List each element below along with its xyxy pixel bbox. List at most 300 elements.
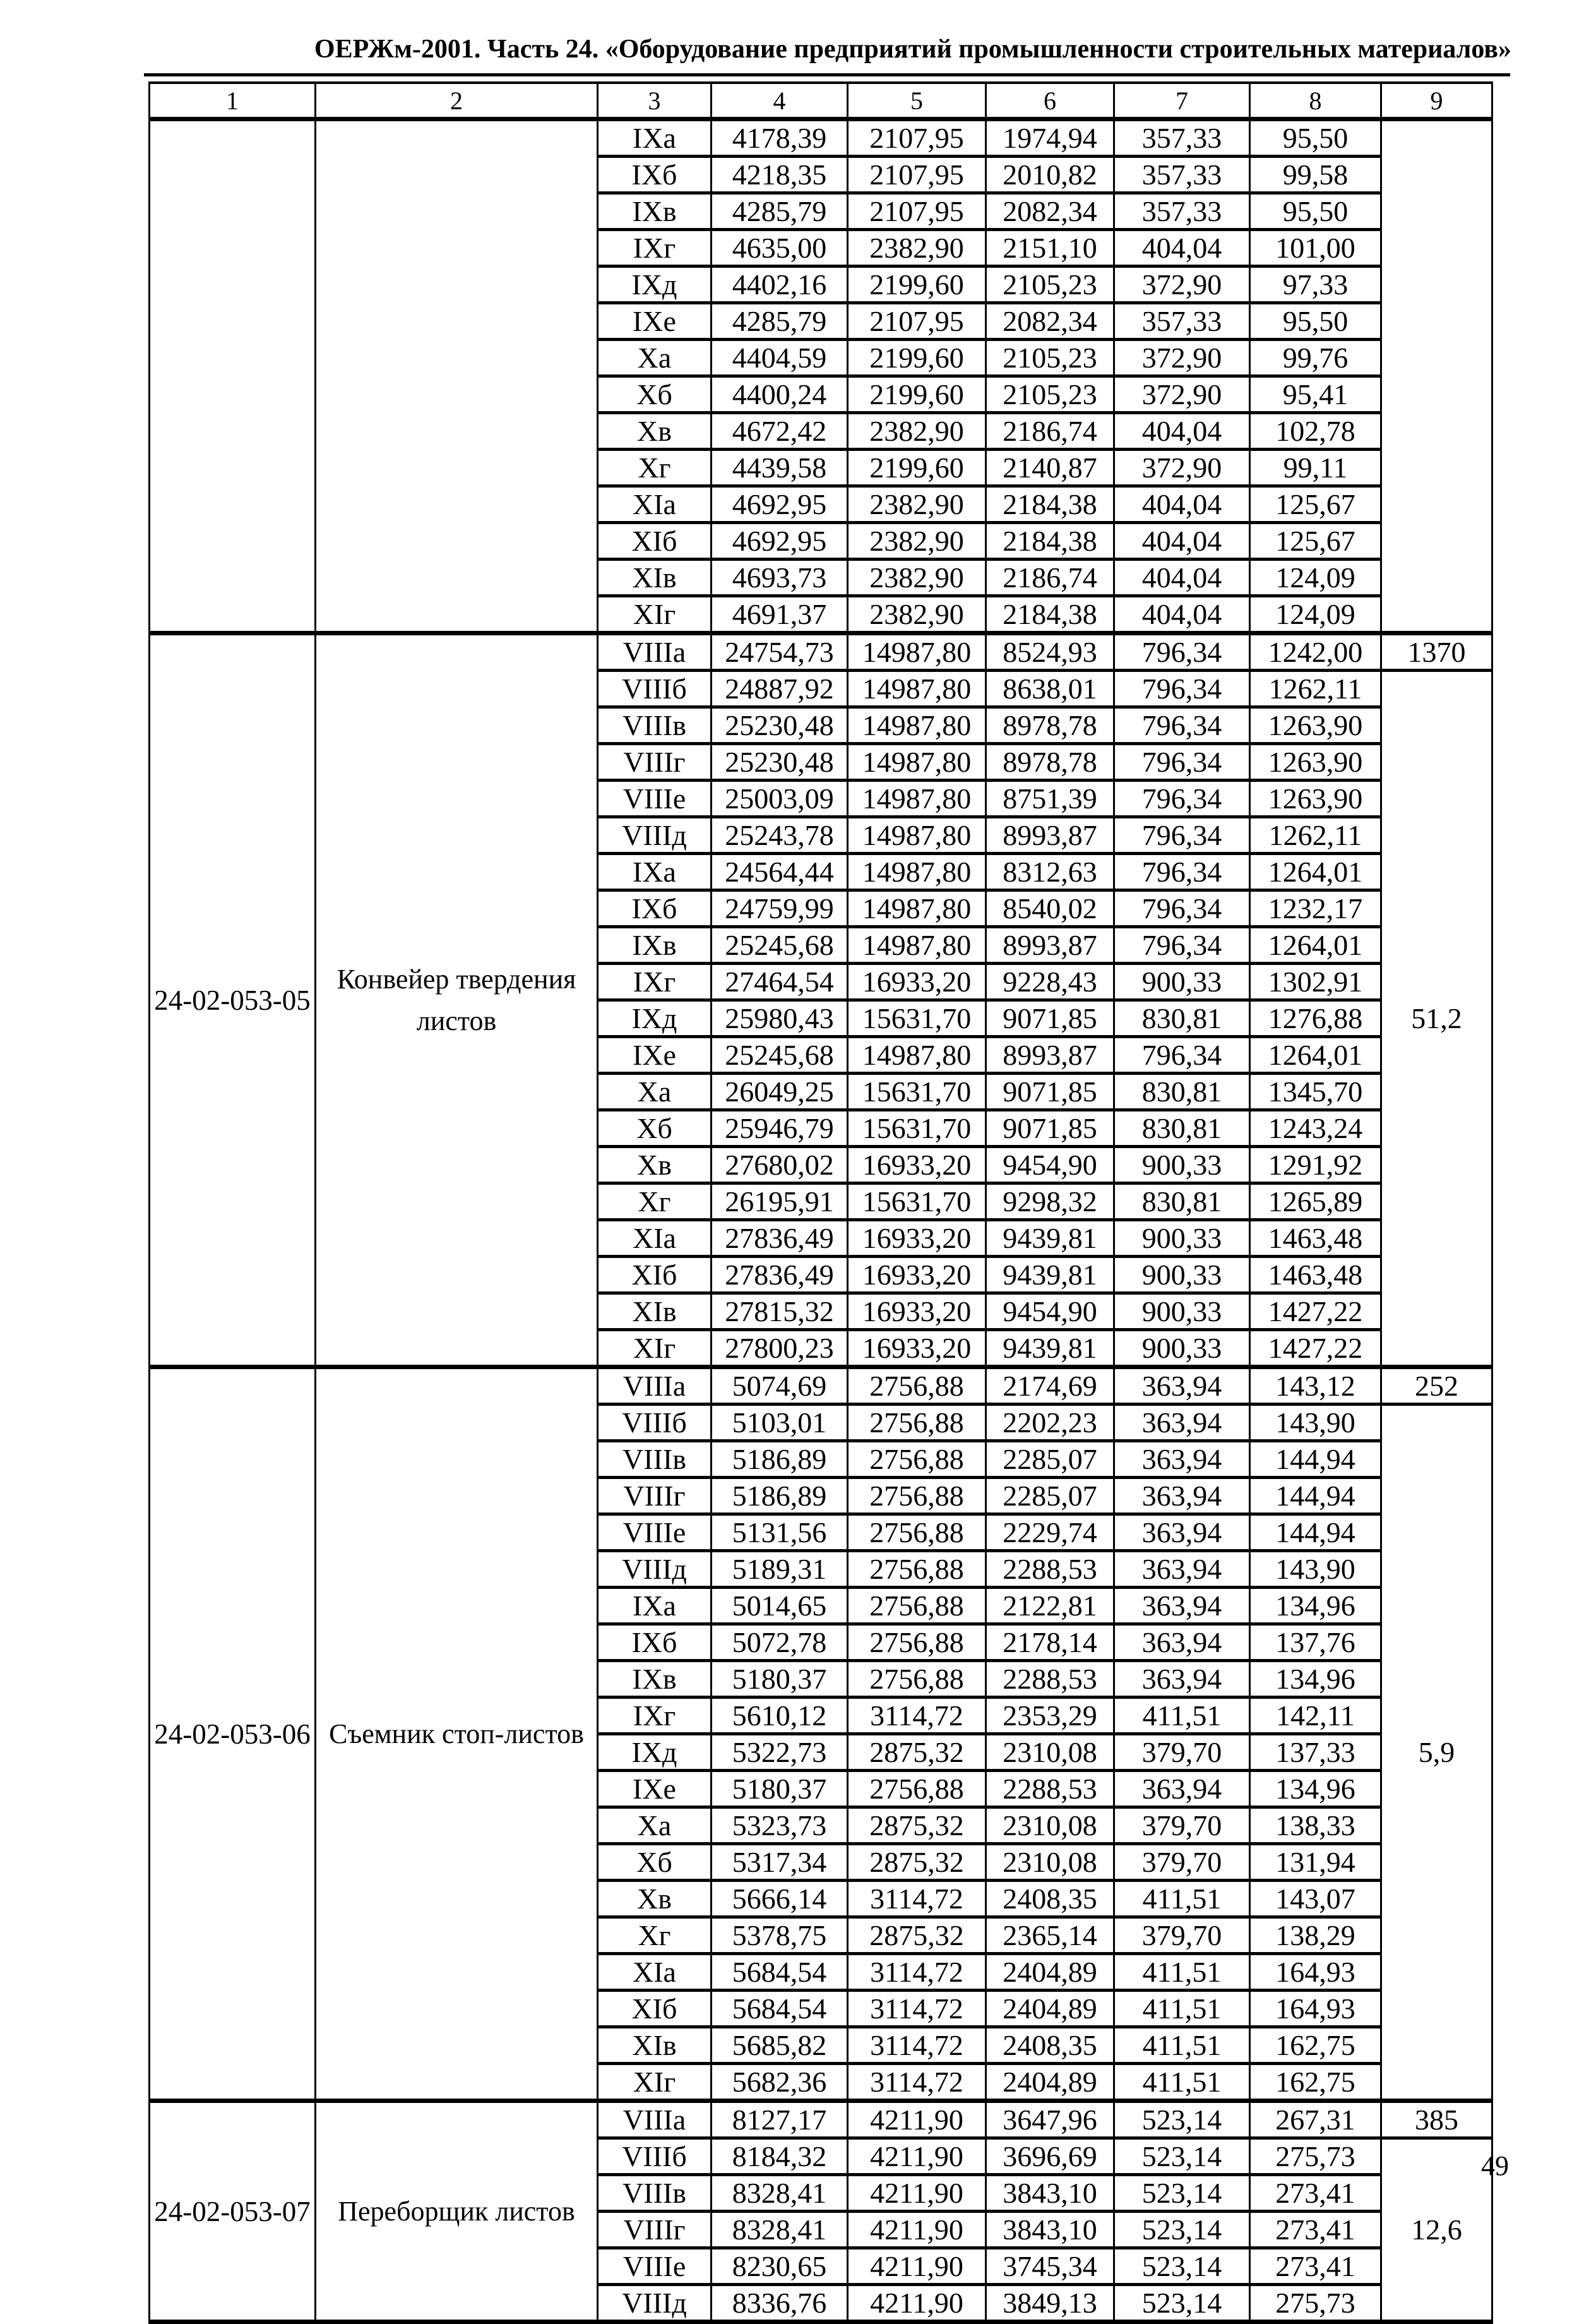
value-cell: 363,94 (1114, 1588, 1250, 1624)
grade-cell: VIIIг (598, 744, 712, 781)
table-row (150, 119, 1492, 157)
value-cell: 27680,02 (712, 1147, 848, 1183)
value-cell: 1232,17 (1250, 890, 1381, 927)
value-cell: 1276,88 (1250, 1000, 1381, 1037)
value-cell: 1262,11 (1250, 817, 1381, 854)
value-cell: 25980,43 (712, 1000, 848, 1037)
value-cell: 4693,73 (712, 560, 848, 596)
value-cell: 125,67 (1250, 523, 1381, 560)
grade-cell: XIб (598, 1257, 712, 1293)
section-continued (150, 119, 1492, 633)
value-cell: 4211,90 (848, 2101, 986, 2138)
value-cell: 2184,38 (986, 486, 1114, 523)
value-cell: 2756,88 (848, 1588, 986, 1624)
value-cell: 357,33 (1114, 193, 1250, 230)
value-cell: 14987,80 (848, 1037, 986, 1074)
value-cell: 142,11 (1250, 1698, 1381, 1734)
value-cell: 5323,73 (712, 1807, 848, 1844)
value-cell: 1463,48 (1250, 1257, 1381, 1293)
value-cell: 523,14 (1114, 2101, 1250, 2138)
value-cell: 523,14 (1114, 2138, 1250, 2175)
value-cell: 8978,78 (986, 707, 1114, 744)
value-cell: 1427,22 (1250, 1330, 1381, 1367)
value-cell: 900,33 (1114, 1147, 1250, 1183)
value-cell: 2184,38 (986, 523, 1114, 560)
value-cell: 134,96 (1250, 1771, 1381, 1807)
value-cell: 404,04 (1114, 230, 1250, 267)
value-cell: 900,33 (1114, 1330, 1250, 1367)
value-cell: 95,41 (1250, 376, 1381, 413)
grade-cell: Xг (598, 1917, 712, 1954)
page-number: 49 (1481, 2150, 1509, 2181)
value-cell: 404,04 (1114, 560, 1250, 596)
grade-cell: IXд (598, 267, 712, 303)
grade-cell: Xа (598, 340, 712, 376)
value-cell: 2107,95 (848, 193, 986, 230)
value-cell: 1263,90 (1250, 707, 1381, 744)
value-cell: 137,33 (1250, 1734, 1381, 1771)
value-cell: 16933,20 (848, 1147, 986, 1183)
value-cell: 16933,20 (848, 964, 986, 1000)
value-cell: 796,34 (1114, 671, 1250, 707)
value-cell: 95,50 (1250, 303, 1381, 340)
value-cell: 275,73 (1250, 2285, 1381, 2322)
value-cell: 27800,23 (712, 1330, 848, 1367)
grade-cell: VIIIе (598, 1514, 712, 1551)
value-cell: 2288,53 (986, 1661, 1114, 1698)
value-cell: 2875,32 (848, 1917, 986, 1954)
value-cell: 26049,25 (712, 1074, 848, 1110)
grade-cell: XIа (598, 1954, 712, 1991)
value-cell: 3696,69 (986, 2138, 1114, 2175)
value-cell: 796,34 (1114, 781, 1250, 817)
value-cell: 2756,88 (848, 1367, 986, 1405)
value-cell: 2082,34 (986, 193, 1114, 230)
value-cell: 143,12 (1250, 1367, 1381, 1405)
value-cell: 273,41 (1250, 2212, 1381, 2248)
value-cell: 4285,79 (712, 303, 848, 340)
grade-cell: VIIIа (598, 2101, 712, 2138)
grade-cell: VIIIв (598, 707, 712, 744)
column-header-7: 7 (1114, 83, 1250, 119)
value-cell: 1265,89 (1250, 1183, 1381, 1220)
value-cell: 4691,37 (712, 596, 848, 633)
value-cell: 3114,72 (848, 1881, 986, 1917)
value-cell: 2310,08 (986, 1844, 1114, 1881)
value-cell: 2174,69 (986, 1367, 1114, 1405)
value-cell: 1263,90 (1250, 781, 1381, 817)
value-cell: 143,90 (1250, 1551, 1381, 1588)
value-cell: 9439,81 (986, 1257, 1114, 1293)
value-cell: 4211,90 (848, 2175, 986, 2212)
value-cell: 5180,37 (712, 1771, 848, 1807)
value-cell: 2082,34 (986, 303, 1114, 340)
value-cell: 8127,17 (712, 2101, 848, 2138)
indicator-cell: 1370 (1381, 633, 1492, 671)
grade-cell: VIIIб (598, 671, 712, 707)
grade-cell: IXа (598, 119, 712, 157)
value-cell: 2105,23 (986, 340, 1114, 376)
value-cell: 2408,35 (986, 2027, 1114, 2064)
value-cell: 3114,72 (848, 1991, 986, 2027)
value-cell: 357,33 (1114, 303, 1250, 340)
grade-cell: IXг (598, 964, 712, 1000)
grade-cell: VIIIв (598, 1441, 712, 1478)
value-cell: 404,04 (1114, 486, 1250, 523)
table-row (150, 633, 1492, 671)
page-title: ОЕРЖм-2001. Часть 24. «Оборудование предприятий промышленности строительных материалов» (314, 35, 1511, 64)
value-cell: 16933,20 (848, 1330, 986, 1367)
value-cell: 5666,14 (712, 1881, 848, 1917)
value-cell: 796,34 (1114, 927, 1250, 964)
value-cell: 5186,89 (712, 1441, 848, 1478)
value-cell: 2353,29 (986, 1698, 1114, 1734)
grade-cell: XIб (598, 1991, 712, 2027)
value-cell: 1427,22 (1250, 1293, 1381, 1330)
value-cell: 273,41 (1250, 2248, 1381, 2285)
value-cell: 363,94 (1114, 1661, 1250, 1698)
value-cell: 2382,90 (848, 523, 986, 560)
value-cell: 3114,72 (848, 2064, 986, 2101)
value-cell: 2199,60 (848, 450, 986, 486)
value-cell: 8540,02 (986, 890, 1114, 927)
value-cell: 372,90 (1114, 267, 1250, 303)
value-cell: 3843,10 (986, 2212, 1114, 2248)
value-cell: 1243,24 (1250, 1110, 1381, 1147)
value-cell: 27464,54 (712, 964, 848, 1000)
value-cell: 14987,80 (848, 707, 986, 744)
value-cell: 99,11 (1250, 450, 1381, 486)
table-row (150, 1367, 1492, 1405)
value-cell: 26195,91 (712, 1183, 848, 1220)
value-cell: 2382,90 (848, 560, 986, 596)
value-cell: 2186,74 (986, 413, 1114, 450)
grade-cell: Xг (598, 450, 712, 486)
value-cell: 5131,56 (712, 1514, 848, 1551)
value-cell: 3114,72 (848, 1954, 986, 1991)
value-cell: 14987,80 (848, 671, 986, 707)
value-cell: 363,94 (1114, 1441, 1250, 1478)
grade-cell: IXд (598, 1734, 712, 1771)
column-header-1: 1 (150, 83, 316, 119)
value-cell: 4285,79 (712, 193, 848, 230)
table-header (150, 83, 1492, 119)
value-cell: 25946,79 (712, 1110, 848, 1147)
grade-cell: Xв (598, 1881, 712, 1917)
value-cell: 25003,09 (712, 781, 848, 817)
grade-cell: VIIIв (598, 2175, 712, 2212)
value-cell: 134,96 (1250, 1588, 1381, 1624)
value-cell: 5610,12 (712, 1698, 848, 1734)
value-cell: 2285,07 (986, 1441, 1114, 1478)
indicator-cell: 5,9 (1381, 1405, 1492, 2101)
value-cell: 363,94 (1114, 1405, 1250, 1441)
value-cell: 796,34 (1114, 1037, 1250, 1074)
value-cell: 267,31 (1250, 2101, 1381, 2138)
value-cell: 16933,20 (848, 1293, 986, 1330)
value-cell: 9071,85 (986, 1110, 1114, 1147)
value-cell: 97,33 (1250, 267, 1381, 303)
value-cell: 5317,34 (712, 1844, 848, 1881)
rate-name-cell: Конвейер твердения листов (316, 633, 598, 1367)
value-cell: 1302,91 (1250, 964, 1381, 1000)
value-cell: 796,34 (1114, 854, 1250, 890)
value-cell: 14987,80 (848, 817, 986, 854)
value-cell: 95,50 (1250, 119, 1381, 157)
value-cell: 2875,32 (848, 1807, 986, 1844)
column-header-3: 3 (598, 83, 712, 119)
value-cell: 796,34 (1114, 707, 1250, 744)
value-cell: 523,14 (1114, 2285, 1250, 2322)
grade-cell: XIв (598, 1293, 712, 1330)
value-cell: 15631,70 (848, 1074, 986, 1110)
value-cell: 2186,74 (986, 560, 1114, 596)
section-24-02-053-06 (150, 1367, 1492, 2101)
grade-cell: VIIIа (598, 1367, 712, 1405)
value-cell: 3849,13 (986, 2285, 1114, 2322)
value-cell: 95,50 (1250, 193, 1381, 230)
grade-cell: Xб (598, 1844, 712, 1881)
value-cell: 5378,75 (712, 1917, 848, 1954)
value-cell: 25245,68 (712, 927, 848, 964)
grade-cell: VIIIа (598, 633, 712, 671)
grade-cell: Xв (598, 413, 712, 450)
value-cell: 2107,95 (848, 303, 986, 340)
value-cell: 144,94 (1250, 1441, 1381, 1478)
value-cell: 2184,38 (986, 596, 1114, 633)
value-cell: 2178,14 (986, 1624, 1114, 1661)
value-cell: 2229,74 (986, 1514, 1114, 1551)
value-cell: 24887,92 (712, 671, 848, 707)
value-cell: 523,14 (1114, 2248, 1250, 2285)
value-cell: 124,09 (1250, 596, 1381, 633)
value-cell: 4211,90 (848, 2138, 986, 2175)
rate-code-cell (150, 119, 316, 633)
value-cell: 131,94 (1250, 1844, 1381, 1881)
table-row (150, 2101, 1492, 2138)
value-cell: 25230,48 (712, 707, 848, 744)
value-cell: 372,90 (1114, 450, 1250, 486)
value-cell: 4404,59 (712, 340, 848, 376)
value-cell: 25245,68 (712, 1037, 848, 1074)
value-cell: 2365,14 (986, 1917, 1114, 1954)
value-cell: 16933,20 (848, 1257, 986, 1293)
grade-cell: Xб (598, 1110, 712, 1147)
indicator-cell: 252 (1381, 1367, 1492, 1405)
value-cell: 27836,49 (712, 1220, 848, 1257)
value-cell: 4211,90 (848, 2248, 986, 2285)
rate-code-cell: 24-02-053-07 (150, 2101, 316, 2322)
value-cell: 8638,01 (986, 671, 1114, 707)
value-cell: 411,51 (1114, 2027, 1250, 2064)
value-cell: 8328,41 (712, 2212, 848, 2248)
value-cell: 2404,89 (986, 1991, 1114, 2027)
value-cell: 138,33 (1250, 1807, 1381, 1844)
column-header-9: 9 (1381, 83, 1492, 119)
grade-cell: VIIIб (598, 1405, 712, 1441)
value-cell: 3745,34 (986, 2248, 1114, 2285)
grade-cell: XIг (598, 1330, 712, 1367)
value-cell: 9439,81 (986, 1220, 1114, 1257)
indicator-cell: 385 (1381, 2101, 1492, 2138)
value-cell: 4635,00 (712, 230, 848, 267)
column-header-6: 6 (986, 83, 1114, 119)
value-cell: 363,94 (1114, 1367, 1250, 1405)
value-cell: 144,94 (1250, 1478, 1381, 1514)
value-cell: 2151,10 (986, 230, 1114, 267)
value-cell: 162,75 (1250, 2027, 1381, 2064)
grade-cell: IXб (598, 890, 712, 927)
value-cell: 2199,60 (848, 340, 986, 376)
value-cell: 137,76 (1250, 1624, 1381, 1661)
value-cell: 14987,80 (848, 744, 986, 781)
header-rule (144, 73, 1510, 76)
grade-cell: Xб (598, 376, 712, 413)
value-cell: 2140,87 (986, 450, 1114, 486)
grade-cell: IXв (598, 927, 712, 964)
value-cell: 9454,90 (986, 1293, 1114, 1330)
value-cell: 9439,81 (986, 1330, 1114, 1367)
value-cell: 363,94 (1114, 1478, 1250, 1514)
value-cell: 2310,08 (986, 1807, 1114, 1844)
value-cell: 15631,70 (848, 1000, 986, 1037)
value-cell: 1264,01 (1250, 927, 1381, 964)
grade-cell: XIг (598, 596, 712, 633)
indicator-cell: 51,2 (1381, 671, 1492, 1367)
grade-cell: IXе (598, 1037, 712, 1074)
grade-cell: IXг (598, 1698, 712, 1734)
value-cell: 2382,90 (848, 230, 986, 267)
rate-code-cell: 24-02-053-06 (150, 1367, 316, 2101)
value-cell: 5322,73 (712, 1734, 848, 1771)
value-cell: 16933,20 (848, 1220, 986, 1257)
value-cell: 404,04 (1114, 413, 1250, 450)
value-cell: 24564,44 (712, 854, 848, 890)
value-cell: 5684,54 (712, 1954, 848, 1991)
section-24-02-053-07 (150, 2101, 1492, 2322)
value-cell: 796,34 (1114, 890, 1250, 927)
value-cell: 3114,72 (848, 2027, 986, 2064)
value-cell: 124,09 (1250, 560, 1381, 596)
value-cell: 5186,89 (712, 1478, 848, 1514)
value-cell: 2382,90 (848, 596, 986, 633)
value-cell: 1345,70 (1250, 1074, 1381, 1110)
value-cell: 796,34 (1114, 633, 1250, 671)
value-cell: 379,70 (1114, 1844, 1250, 1881)
rates-table (148, 81, 1493, 2324)
value-cell: 2107,95 (848, 119, 986, 157)
value-cell: 830,81 (1114, 1074, 1250, 1110)
value-cell: 5180,37 (712, 1661, 848, 1698)
value-cell: 2288,53 (986, 1771, 1114, 1807)
value-cell: 275,73 (1250, 2138, 1381, 2175)
value-cell: 2404,89 (986, 1954, 1114, 1991)
grade-cell: VIIIд (598, 1551, 712, 1588)
value-cell: 102,78 (1250, 413, 1381, 450)
value-cell: 5072,78 (712, 1624, 848, 1661)
value-cell: 2756,88 (848, 1405, 986, 1441)
rate-name-cell: Съемник стоп-листов (316, 1367, 598, 2101)
value-cell: 523,14 (1114, 2212, 1250, 2248)
value-cell: 9454,90 (986, 1147, 1114, 1183)
value-cell: 900,33 (1114, 1220, 1250, 1257)
grade-cell: VIIIе (598, 781, 712, 817)
value-cell: 900,33 (1114, 1293, 1250, 1330)
value-cell: 143,90 (1250, 1405, 1381, 1441)
value-cell: 101,00 (1250, 230, 1381, 267)
section-24-02-053-05 (150, 633, 1492, 1367)
value-cell: 2756,88 (848, 1478, 986, 1514)
value-cell: 25230,48 (712, 744, 848, 781)
value-cell: 2875,32 (848, 1734, 986, 1771)
value-cell: 4402,16 (712, 267, 848, 303)
value-cell: 900,33 (1114, 1257, 1250, 1293)
value-cell: 99,76 (1250, 340, 1381, 376)
value-cell: 830,81 (1114, 1183, 1250, 1220)
value-cell: 15631,70 (848, 1183, 986, 1220)
value-cell: 363,94 (1114, 1551, 1250, 1588)
value-cell: 125,67 (1250, 486, 1381, 523)
value-cell: 796,34 (1114, 817, 1250, 854)
value-cell: 1242,00 (1250, 633, 1381, 671)
value-cell: 8993,87 (986, 1037, 1114, 1074)
value-cell: 379,70 (1114, 1734, 1250, 1771)
value-cell: 411,51 (1114, 2064, 1250, 2101)
value-cell: 3843,10 (986, 2175, 1114, 2212)
value-cell: 2756,88 (848, 1624, 986, 1661)
grade-cell: IXа (598, 854, 712, 890)
value-cell: 25243,78 (712, 817, 848, 854)
value-cell: 2756,88 (848, 1551, 986, 1588)
grade-cell: XIв (598, 2027, 712, 2064)
value-cell: 9071,85 (986, 1000, 1114, 1037)
grade-cell: VIIIд (598, 817, 712, 854)
value-cell: 144,94 (1250, 1514, 1381, 1551)
value-cell: 15631,70 (848, 1110, 986, 1147)
value-cell: 162,75 (1250, 2064, 1381, 2101)
value-cell: 523,14 (1114, 2175, 1250, 2212)
column-header-5: 5 (848, 83, 986, 119)
value-cell: 143,07 (1250, 1881, 1381, 1917)
value-cell: 372,90 (1114, 376, 1250, 413)
column-header-8: 8 (1250, 83, 1381, 119)
grade-cell: IXв (598, 1661, 712, 1698)
value-cell: 2285,07 (986, 1478, 1114, 1514)
value-cell: 4211,90 (848, 2285, 986, 2322)
grade-cell: IXб (598, 1624, 712, 1661)
value-cell: 404,04 (1114, 596, 1250, 633)
value-cell: 2310,08 (986, 1734, 1114, 1771)
value-cell: 2756,88 (848, 1441, 986, 1478)
grade-cell: VIIIг (598, 1478, 712, 1514)
value-cell: 2756,88 (848, 1771, 986, 1807)
value-cell: 4178,39 (712, 119, 848, 157)
value-cell: 4692,95 (712, 523, 848, 560)
value-cell: 4400,24 (712, 376, 848, 413)
value-cell: 900,33 (1114, 964, 1250, 1000)
value-cell: 2202,23 (986, 1405, 1114, 1441)
value-cell: 2107,95 (848, 157, 986, 193)
value-cell: 4692,95 (712, 486, 848, 523)
value-cell: 2382,90 (848, 486, 986, 523)
value-cell: 8336,76 (712, 2285, 848, 2322)
column-header-2: 2 (316, 83, 598, 119)
table-header-row (150, 83, 1492, 119)
value-cell: 1264,01 (1250, 1037, 1381, 1074)
value-cell: 14987,80 (848, 633, 986, 671)
grade-cell: IXд (598, 1000, 712, 1037)
value-cell: 411,51 (1114, 1698, 1250, 1734)
